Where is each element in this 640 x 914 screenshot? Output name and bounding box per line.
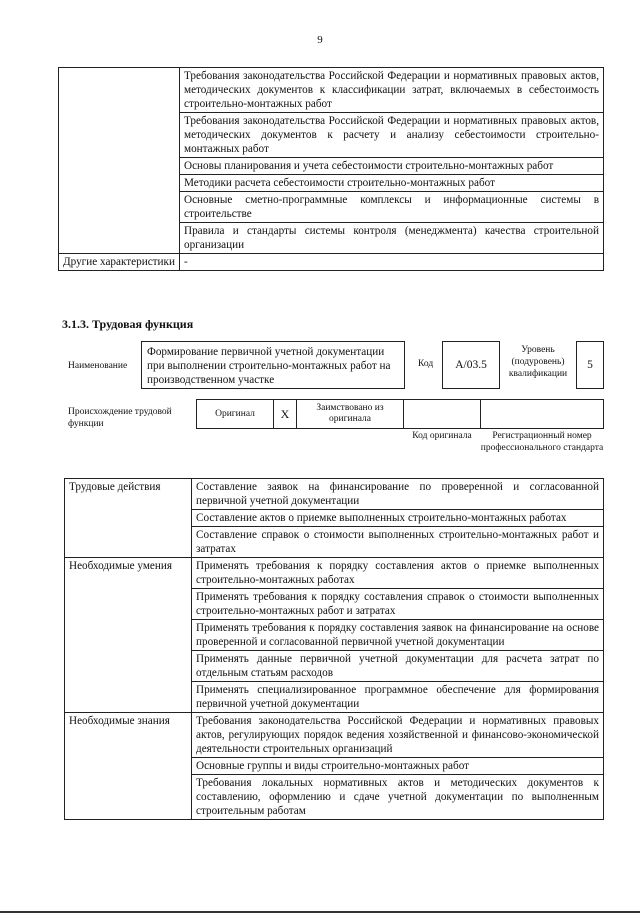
function-code-box: A/03.5	[442, 341, 500, 389]
row-text: Требования законодательства Российской Федерации и нормативных правовых актов, методических документов к расчету и анализу себестоимости строительно-монтажных работ	[180, 113, 604, 158]
table-row	[65, 713, 604, 758]
row-text: Применять данные первичной учетной документации для расчета затрат по отдельным статьям расходов	[192, 651, 604, 682]
name-label: Наименование	[68, 361, 128, 371]
function-name-box: Формирование первичной учетной документации при выполнении строительно-монтажных работ на производственном участке	[141, 341, 405, 389]
labor-function-table	[64, 478, 604, 820]
table-row	[59, 254, 604, 271]
original-label: Оригинал	[197, 400, 274, 428]
row-text: Составление заявок на финансирование по проверенной и согласованной первичной учетной документации	[192, 479, 604, 510]
row-label-required-skills: Необходимые умения	[65, 558, 192, 713]
origin-label: Происхождение трудовой функции	[68, 407, 172, 429]
professional-knowledge-table	[58, 67, 604, 271]
page-bottom-edge	[0, 911, 640, 913]
qualification-level-box: 5	[576, 341, 604, 389]
row-text: Требования законодательства Российской Федерации и нормативных правовых актов, методических документов к классификации затрат, включаемых в себестоимость строительно-монтажных работ	[180, 68, 604, 113]
row-text: Правила и стандарты системы контроля (менеджмента) качества строительной организации	[180, 223, 604, 254]
code-original-label: Код оригинала	[412, 431, 472, 441]
table-row	[65, 558, 604, 589]
section-heading: 3.1.3. Трудовая функция	[62, 317, 194, 331]
row-text: -	[180, 254, 604, 271]
row-text: Применять специализированное программное обеспечение для формирования первичной учетной документации	[192, 682, 604, 713]
row-text: Применять требования к порядку составления справок о стоимости выполненных строительно-монтажных работ и затратах	[192, 589, 604, 620]
row-text: Составление актов о приемке выполненных строительно-монтажных работах	[192, 510, 604, 527]
row-text: Основные группы и виды строительно-монтажных работ	[192, 758, 604, 775]
page-number: 9	[317, 34, 323, 46]
row-text: Составление справок о стоимости выполненных строительно-монтажных работ и затратах	[192, 527, 604, 558]
original-mark: X	[274, 400, 297, 428]
row-text: Методики расчета себестоимости строительно-монтажных работ	[180, 175, 604, 192]
row-text: Основы планирования и учета себестоимости строительно-монтажных работ	[180, 158, 604, 175]
row-text: Применять требования к порядку составления актов о приемке выполненных строительно-монтажных работах	[192, 558, 604, 589]
row-label-labor-actions: Трудовые действия	[65, 479, 192, 558]
origin-row	[196, 399, 604, 429]
row-label	[59, 68, 180, 254]
row-text: Применять требования к порядку составления заявок на финансирование на основе проверенной и согласованной первичной учетной документации	[192, 620, 604, 651]
row-text: Основные сметно-программные комплексы и информационные системы в строительстве	[180, 192, 604, 223]
row-text: Требования локальных нормативных актов и методических документов к составлению, оформлению и сдаче учетной документации по выполненным строительным работам	[192, 775, 604, 820]
row-label-other-characteristics: Другие характеристики	[59, 254, 180, 271]
qualification-level-label: Уровень (подуровень) квалификации	[508, 345, 568, 379]
reg-number-cell	[481, 400, 603, 428]
row-label-required-knowledge: Необходимые знания	[65, 713, 192, 820]
row-text: Требования законодательства Российской Федерации и нормативных правовых актов, регулирующих порядок ведения хозяйственной и финансово-экономической деятельности строительных организаций	[192, 713, 604, 758]
table-row	[59, 68, 604, 113]
table-row	[65, 479, 604, 510]
reg-number-label: Регистрационный номер профессионального стандарта	[480, 431, 604, 453]
borrowed-label: Заимствовано из оригинала	[297, 400, 404, 428]
original-code-cell	[404, 400, 481, 428]
code-label: Код	[418, 359, 434, 369]
